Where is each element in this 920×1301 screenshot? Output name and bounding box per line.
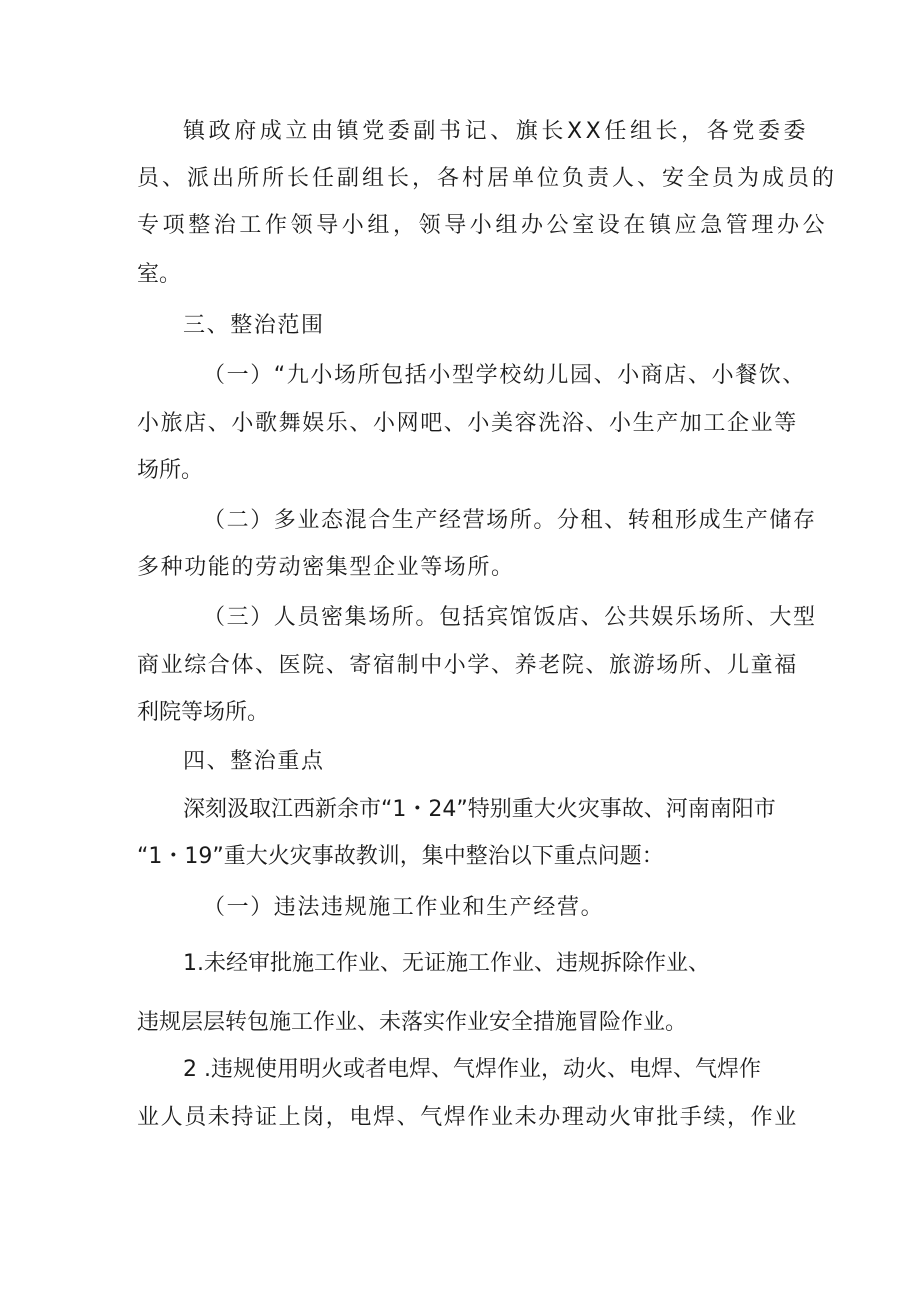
paragraph-line: 专项整治工作领导小组，领导小组办公室设在镇应急管理办公 (137, 213, 829, 238)
paragraph-line: 深刻汲取江西新余市“1・24”特别重大火灾事故、河南南阳市 (183, 797, 776, 822)
paragraph-line: （三）人员密集场所。包括宾馆饭店、公共娱乐场所、大型 (203, 605, 817, 630)
paragraph-line: 违规层层转包施工作业、未落实作业安全措施冒险作业。 (137, 1010, 688, 1035)
paragraph-line: 利院等场所。 (137, 700, 270, 725)
section-heading: 四、整治重点 (183, 749, 325, 774)
paragraph-line: 员、派出所所长任副组长，各村居单位负责人、安全员为成员的 (137, 166, 838, 191)
sub-heading: （一）违法违规施工作业和生产经营。 (203, 895, 605, 920)
paragraph-line: 1.未经审批施工作业、无证施工作业、违规拆除作业、 (183, 951, 710, 976)
paragraph-line: 场所。 (137, 458, 204, 483)
paragraph-line: 多种功能的劳动密集型企业等场所。 (137, 555, 515, 580)
paragraph-line: 小旅店、小歌舞娱乐、小网吧、小美容洗浴、小生产加工企业等 (137, 411, 798, 436)
paragraph-line: 商业综合体、医院、寄宿制中小学、养老院、旅游场所、儿童福 (137, 653, 798, 678)
section-heading: 三、整治范围 (183, 313, 325, 338)
paragraph-line: 镇政府成立由镇党委副书记、旗长XX任组长，各党委委 (183, 119, 810, 144)
paragraph-line: （二）多业态混合生产经营场所。分租、转租形成生产储存 (203, 508, 817, 533)
paragraph-line: “1・19”重大火灾事故教训，集中整治以下重点问题： (137, 844, 664, 869)
paragraph-line: （一）“九小场所包括小型学校幼儿园、小商店、小餐饮、 (203, 363, 806, 388)
paragraph-line: 2 .违规使用明火或者电焊、气焊作业，动火、电焊、气焊作 (183, 1057, 761, 1082)
paragraph-line: 室。 (137, 262, 182, 287)
paragraph-line: 业人员未持证上岗，电焊、气焊作业未办理动火审批手续，作业 (137, 1105, 798, 1130)
